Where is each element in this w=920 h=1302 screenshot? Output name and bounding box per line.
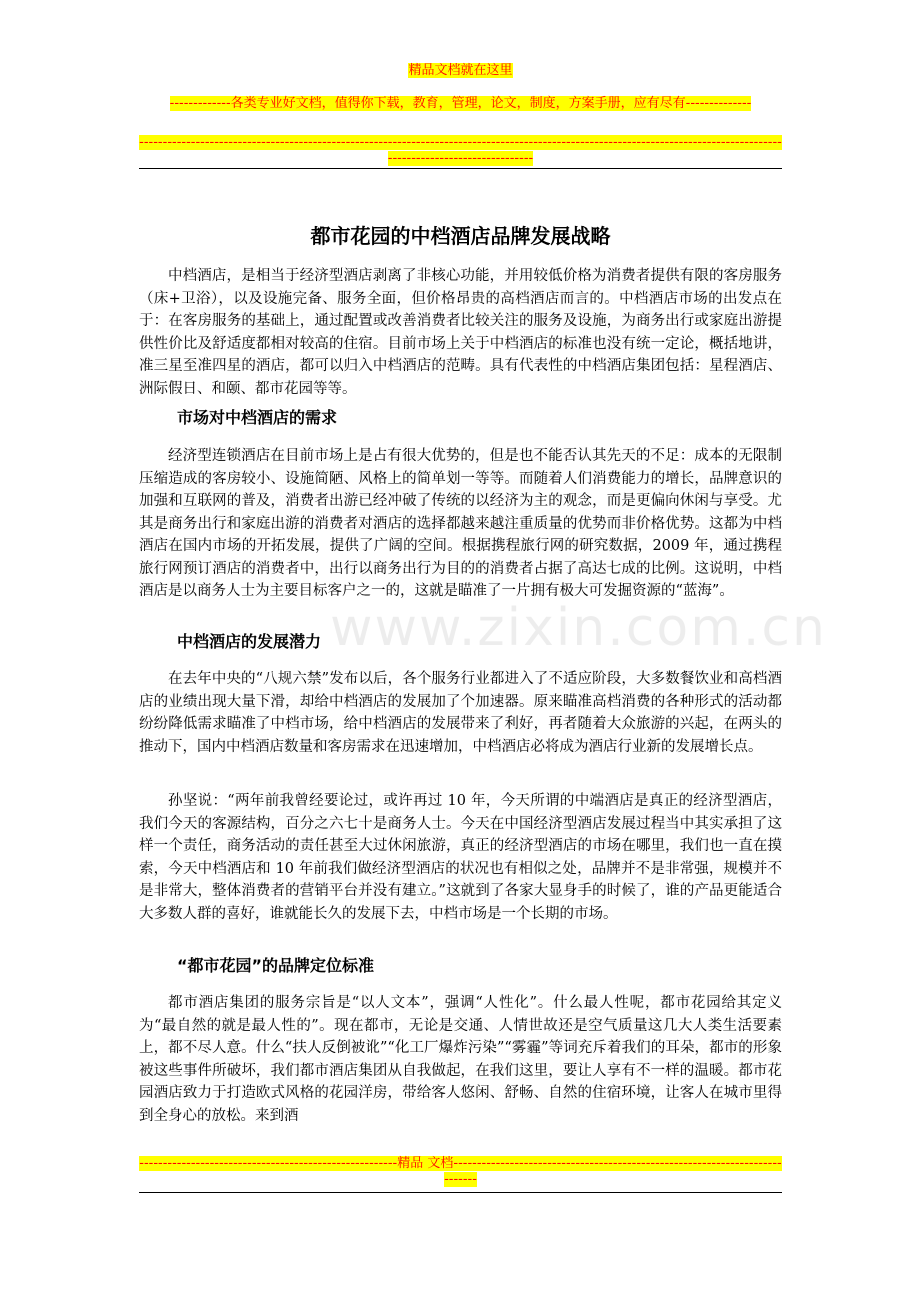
section-heading-potential: 中档酒店的发展潜力 — [177, 632, 322, 651]
footer-label: -------------------------------------------------------精品 文档----------------------------------------------------------------------------- — [139, 1156, 782, 1187]
header-divider-text: ------------------------------------------------------------------------------------------------------------------------------------------------------------------------ — [139, 135, 782, 166]
header-tagline: -------------各类专业好文档，值得你下载，教育，管理，论文，制度，方案手册，应有尽有-------------- — [169, 96, 752, 111]
potential-paragraph-1: 在去年中央的“八规六禁”发布以后，各个服务行业都进入了不适应阶段，大多数餐饮业和高档酒店的业绩出现大量下滑，却给中档酒店的发展加了个加速器。原来瞄准高档消费的各种形式的活动都纷纷降低需求瞄准了中档市场，给中档酒店的发展带来了利好，再者随着大众旅游的兴起，在两头的推动下，国内中档酒店数量和客房需求在迅速增加，中档酒店必将成为酒店行业新的发展增长点。 — [139, 671, 782, 755]
document-title: 都市花园的中档酒店品牌发展战略 — [310, 224, 611, 248]
watermark: www.zixin.com.cn — [330, 598, 827, 658]
brand-paragraph: 都市酒店集团的服务宗旨是“以人文本”，强调“人性化”。什么最人性呢，都市花园给其定义为“最自然的就是最人性的”。现在都市，无论是交通、人情世故还是空气质量这几大人类生活要素上，都不尽人意。什么“扶人反倒被讹”“化工厂爆炸污染”“雾霾”等词充斥着我们的耳朵，都市的形象被这些事件所破坏，我们都市酒店集团从自我做起，在我们这里，要让人享有不一样的温暖。都市花园酒店致力于打造欧式风格的花园洋房，带给客人悠闲、舒畅、自然的住宿环境，让客人在城市里得到全身心的放松。来到酒 — [139, 995, 782, 1124]
header-rule — [139, 168, 782, 169]
footer-rule — [139, 1192, 782, 1193]
demand-paragraph: 经济型连锁酒店在目前市场上是占有很大优势的，但是也不能否认其先天的不足：成本的无限制压缩造成的客房较小、设施简陋、风格上的简单划一等等。而随着人们消费能力的增长，品牌意识的加强和互联网的普及，消费者出游已经冲破了传统的以经济为主的观念，而是更偏向休闲与享受。尤其是商务出行和家庭出游的消费者对酒店的选择都越来越注重质量的优势而非价格优势。这都为中档酒店在国内市场的开拓发展，提供了广阔的空间。根据携程旅行网的研究数据，2009 年，通过携程旅行网预订酒店的消费者中，出行以商务出行为目的的消费者占据了高达七成的比例。这说明，中档酒店是以商务人士为主要目标客户之一的，这就是瞄准了一片拥有极大可发掘资源的“蓝海”。 — [139, 448, 782, 599]
section-heading-demand: 市场对中档酒店的需求 — [177, 408, 338, 427]
potential-paragraph-2: 孙坚说：“两年前我曾经要论过，或许再过 10 年，今天所谓的中端酒店是真正的经济型酒店，我们今天的客源结构，百分之六七十是商务人士。今天在中国经济型酒店发展过程当中其实承担了这样一个责任，商务活动的责任甚至大过休闲旅游，真正的经济型酒店的市场在哪里，我们也一直在摸索，今天中档酒店和 10 年前我们做经济型酒店的状况也有相似之处，品牌并不是非常强，规模并不是非常大，整体消费者的营销平台并没有建立。”这就到了各家大显身手的时候了，谁的产品更能适合大多数人群的喜好，谁就能长久的发展下去，中档市场是一个长期的市场。 — [139, 793, 782, 922]
section-heading-brand: “都市花园”的品牌定位标准 — [177, 956, 375, 975]
header-banner: 精品文档就在这里 — [408, 63, 513, 78]
intro-paragraph: 中档酒店，是相当于经济型酒店剥离了非核心功能，并用较低价格为消费者提供有限的客房服务（床+卫浴），以及设施完备、服务全面，但价格昂贵的高档酒店而言的。中档酒店市场的出发点在于：在客房服务的基础上，通过配置或改善消费者比较关注的服务及设施，为商务出行或家庭出游提供性价比及舒适度都相对较高的住宿。目前市场上关于中档酒店的标准也没有统一定论，概括地讲，准三星至准四星的酒店，都可以归入中档酒店的范畴。具有代表性的中档酒店集团包括：星程酒店、洲际假日、和颐、都市花园等等。 — [139, 268, 782, 397]
